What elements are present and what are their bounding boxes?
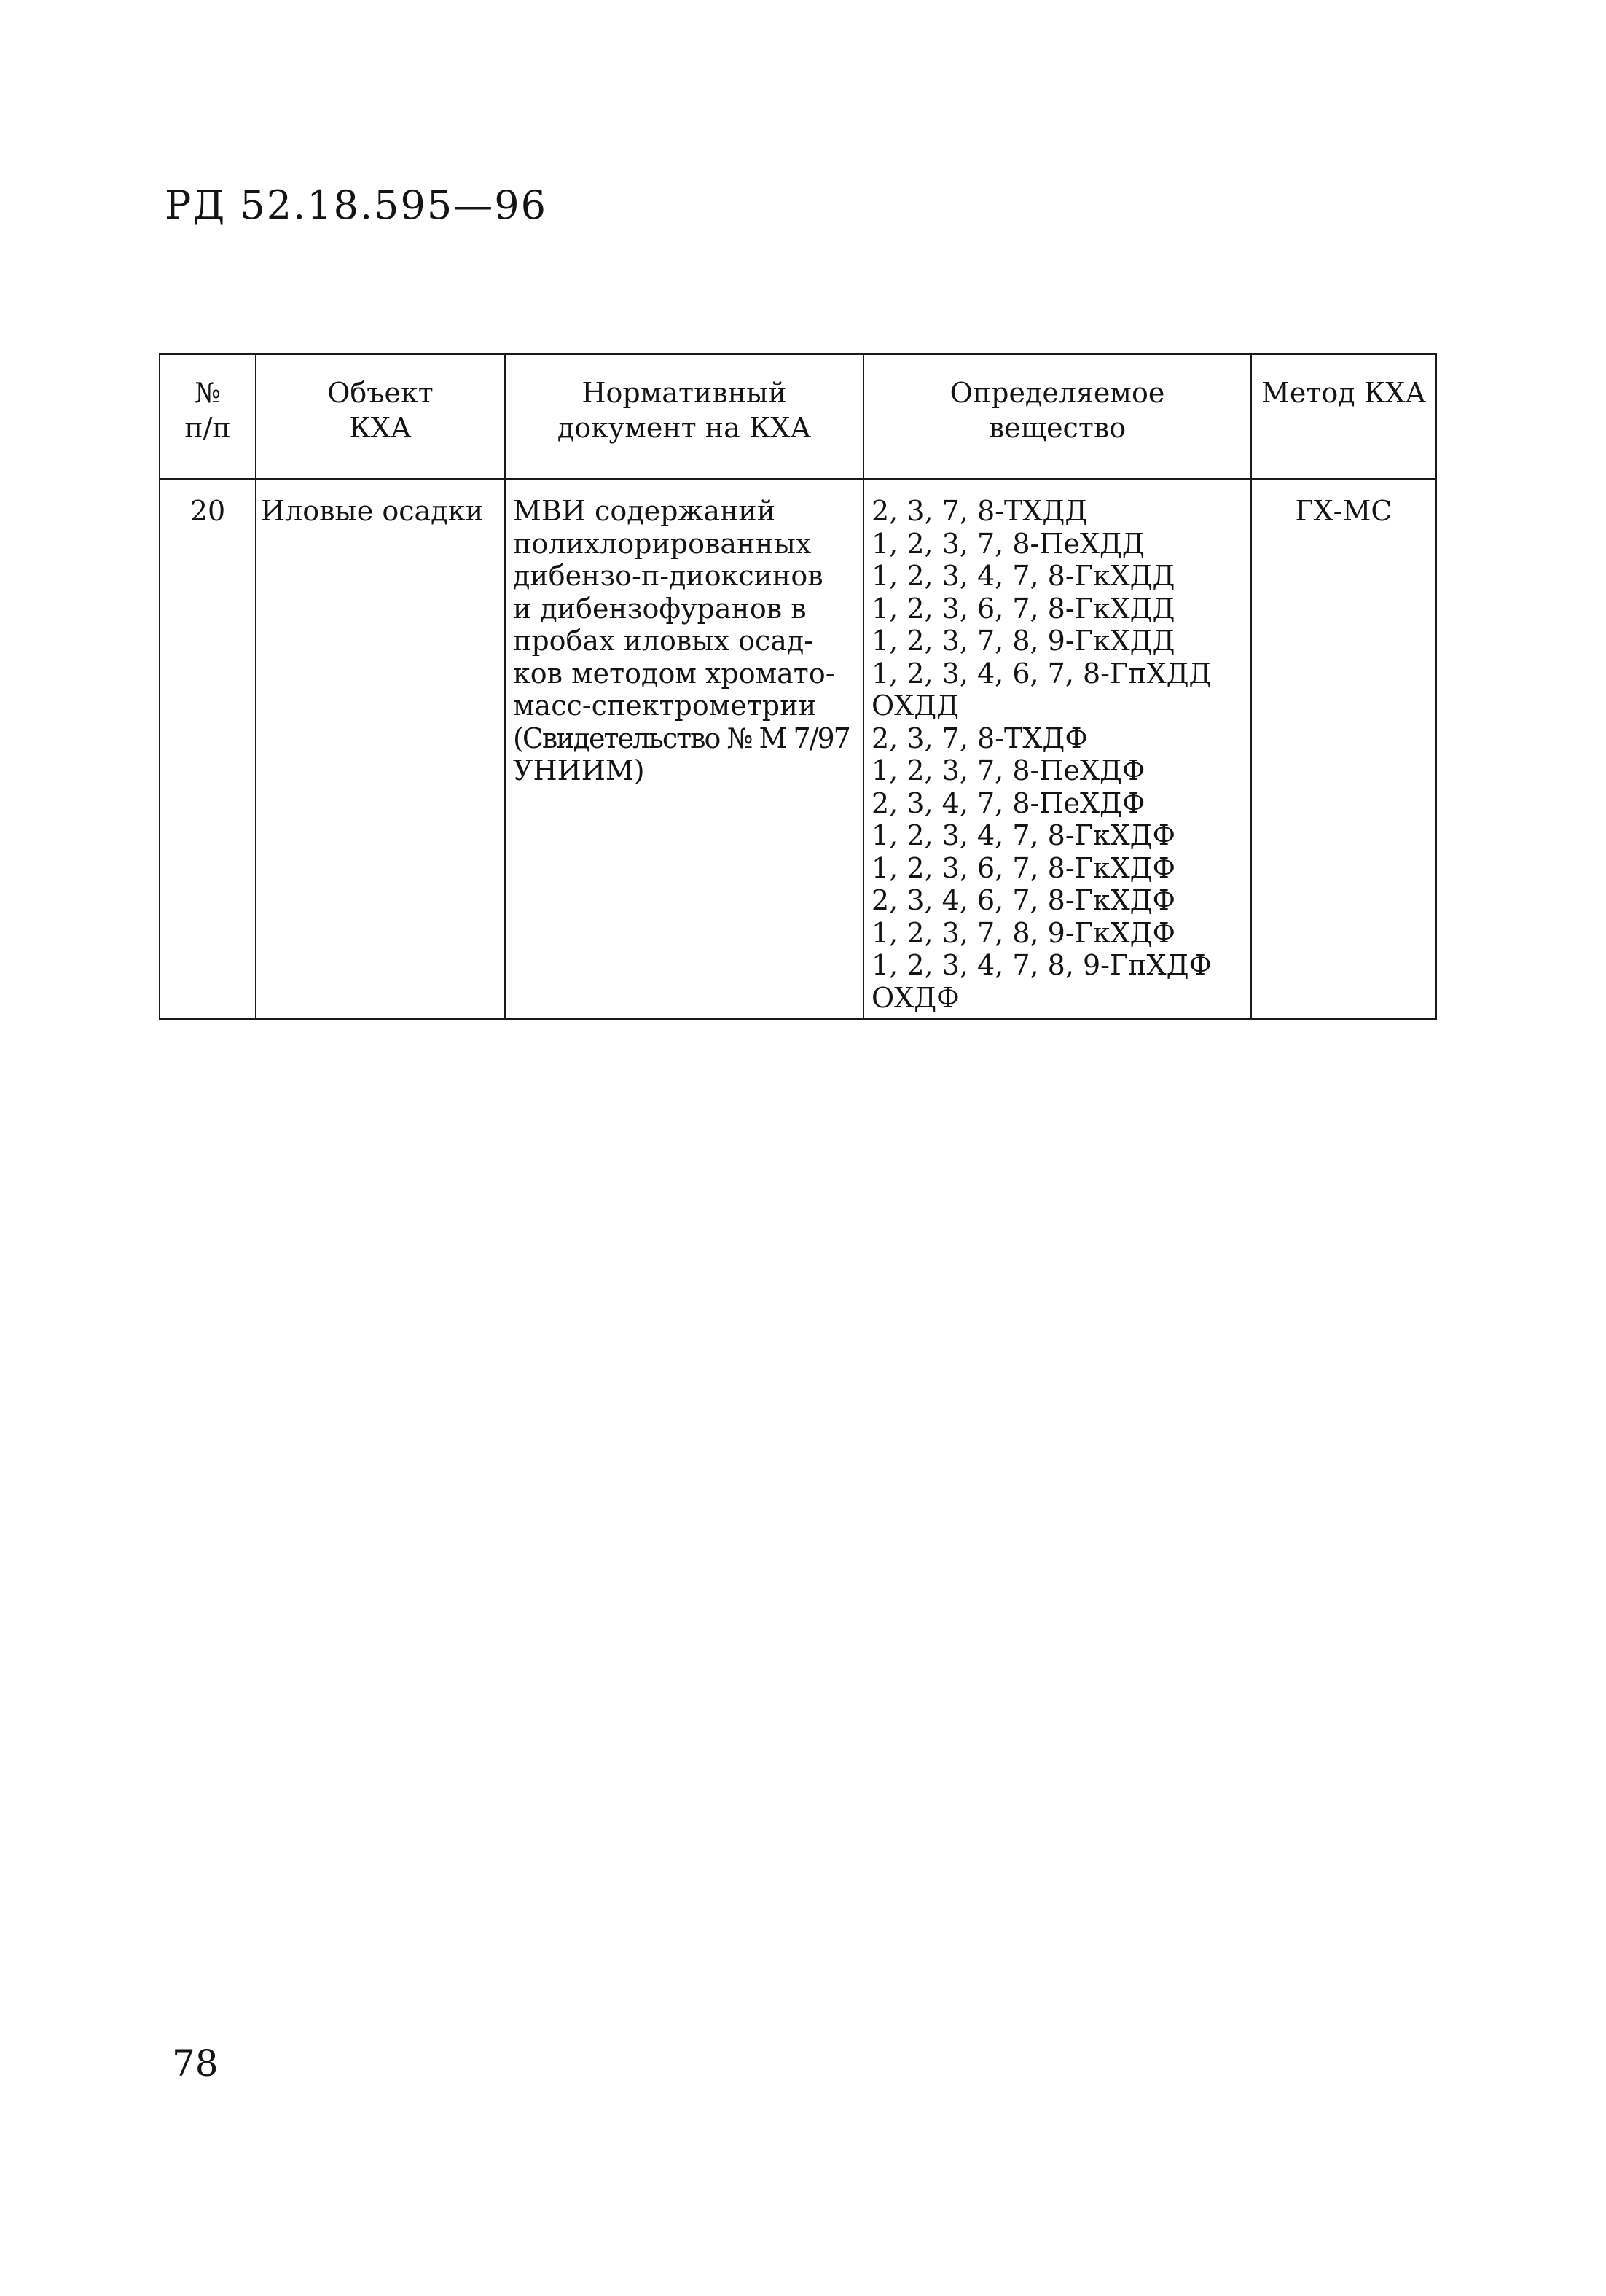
substance-item: 1, 2, 3, 7, 8, 9-ГкХДД <box>871 625 1175 657</box>
substance-item: 1, 2, 3, 4, 7, 8-ГкХДД <box>871 560 1175 592</box>
substance-item: 2, 3, 4, 7, 8-ПеХДФ <box>871 786 1145 819</box>
row-substances <box>863 480 1251 1020</box>
normative-line: (Свидетельство № М 7/97 <box>513 722 850 754</box>
row-method: ГХ-МС <box>1251 480 1436 1020</box>
normative-line: пробах иловых осад- <box>513 625 814 657</box>
header-object-line: КХА <box>349 412 412 444</box>
substance-item: 1, 2, 3, 7, 8, 9-ГкХДФ <box>871 916 1176 949</box>
normative-line: ков методом хромато- <box>513 657 835 690</box>
substance-item: 2, 3, 7, 8-ТХДФ <box>871 722 1088 754</box>
table-body <box>160 480 1436 1020</box>
header-normative <box>505 354 863 480</box>
header-row <box>160 354 1436 480</box>
table-row <box>160 480 1436 1020</box>
normative-line: полихлорированных <box>513 527 812 560</box>
table-header <box>160 354 1436 480</box>
normative-line: масс-спектрометрии <box>513 690 817 722</box>
substance-item: 1, 2, 3, 6, 7, 8-ГкХДД <box>871 592 1175 625</box>
header-num <box>160 354 256 480</box>
header-object-line: Объект <box>327 377 434 409</box>
header-substance-line: Определяемое <box>949 377 1165 409</box>
normative-line: и дибензофуранов в <box>513 592 807 625</box>
substance-item: 1, 2, 3, 4, 7, 8, 9-ГпХДФ <box>871 949 1213 981</box>
kxa-table <box>159 353 1437 1020</box>
header-substance-line: вещество <box>988 412 1127 444</box>
substance-item: 1, 2, 3, 7, 8-ПеХДД <box>871 527 1145 560</box>
substance-item: 1, 2, 3, 4, 7, 8-ГкХДФ <box>871 819 1176 851</box>
header-substance <box>863 354 1251 480</box>
normative-line: МВИ содержаний <box>513 495 776 527</box>
page-number: 78 <box>172 2042 219 2085</box>
header-normative-line: документ на КХА <box>557 412 812 444</box>
normative-line: УНИИМ) <box>513 754 645 786</box>
row-object: Иловые осадки <box>256 480 505 1020</box>
header-num-line: п/п <box>184 412 231 444</box>
row-normative-document <box>505 480 863 1020</box>
header-num-line: № <box>195 377 221 409</box>
substance-item: ОХДФ <box>871 981 960 1014</box>
substance-item: 2, 3, 7, 8-ТХДД <box>871 495 1088 527</box>
substance-item: 1, 2, 3, 7, 8-ПеХДФ <box>871 754 1145 786</box>
header-normative-line: Нормативный <box>581 377 787 409</box>
substance-item: 1, 2, 3, 6, 7, 8-ГкХДФ <box>871 851 1176 884</box>
normative-line: дибензо-п-диоксинов <box>513 560 823 592</box>
header-object <box>256 354 505 480</box>
row-number: 20 <box>160 480 256 1020</box>
substance-item: ОХДД <box>871 690 959 722</box>
header-method <box>1251 354 1436 480</box>
document-code: РД 52.18.595—96 <box>165 182 547 228</box>
substance-item: 1, 2, 3, 4, 6, 7, 8-ГпХДД <box>871 657 1212 690</box>
header-method-line: Метод КХА <box>1261 377 1426 409</box>
substance-item: 2, 3, 4, 6, 7, 8-ГкХДФ <box>871 884 1176 916</box>
